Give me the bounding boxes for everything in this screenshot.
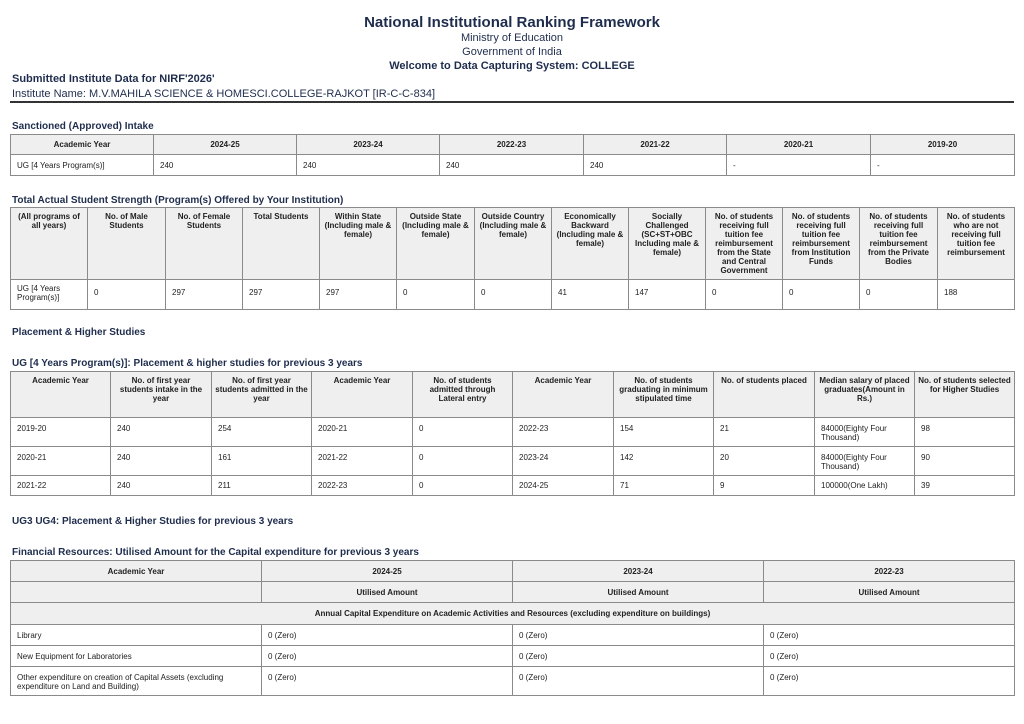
table-cell: 41 [552,280,629,310]
page-title: National Institutional Ranking Framework [364,14,660,31]
table-cell: 71 [614,476,714,496]
submitted-title: Submitted Institute Data for NIRF'2026' [12,73,215,85]
table-cell: 0 [397,280,475,310]
table-cell: 0 (Zero) [764,667,1015,696]
table-cell: 2024-25 [513,476,614,496]
placement-heading: Placement & Higher Studies [12,327,146,338]
table-cell: 2022-23 [513,418,614,447]
column-header: No. of students who are not receiving full tuition fee reimbursement [938,208,1015,280]
band-label: Annual Capital Expenditure on Academic Activities and Resources (excluding expenditure on buildings) [11,603,1015,625]
column-header: No. of students receiving full tuition fee reimbursement from the State and Central Government [706,208,783,280]
table-cell: 0 [413,418,513,447]
table-cell: 2020-21 [312,418,413,447]
table-cell: New Equipment for Laboratories [11,646,262,667]
financial-table [10,560,1015,696]
column-header: No. of students selected for Higher Studies [915,372,1015,418]
column-header: 2023-24 [513,561,764,582]
table-cell: 188 [938,280,1015,310]
table-cell: 0 [413,476,513,496]
table-row [11,646,1015,667]
table-cell: 154 [614,418,714,447]
table-cell: 100000(One Lakh) [815,476,915,496]
table-cell: 90 [915,447,1015,476]
table-cell: 161 [212,447,312,476]
table-cell: 297 [320,280,397,310]
table-row [11,447,1015,476]
column-header: 2024-25 [262,561,513,582]
table-cell: 84000(Eighty Four Thousand) [815,418,915,447]
table-band-row [11,603,1015,625]
column-header: No. of Male Students [88,208,166,280]
table-row [11,625,1015,646]
table-cell: 297 [243,280,320,310]
column-header: Academic Year [11,135,154,155]
column-header: (All programs of all years) [11,208,88,280]
column-subheader: Utilised Amount [764,582,1015,603]
column-header: No. of students receiving full tuition fee reimbursement from Institution Funds [783,208,860,280]
table-cell: 0 [475,280,552,310]
table-cell: 2021-22 [11,476,111,496]
column-header: Outside Country (Including male & female) [475,208,552,280]
ug3-ug4-heading: UG3 UG4: Placement & Higher Studies for previous 3 years [12,516,294,527]
table-cell: 0 (Zero) [262,667,513,696]
table-cell: 2022-23 [312,476,413,496]
column-subheader: Utilised Amount [262,582,513,603]
column-header: No. of students admitted through Lateral entry [413,372,513,418]
column-header: 2024-25 [154,135,297,155]
column-header: 2022-23 [764,561,1015,582]
government-label: Government of India [462,46,562,58]
table-cell: Library [11,625,262,646]
table-cell: 240 [584,155,727,176]
table-row [11,155,1015,176]
table-cell: 0 (Zero) [513,646,764,667]
table-cell: 20 [714,447,815,476]
table-cell: 0 (Zero) [764,646,1015,667]
table-cell: 21 [714,418,815,447]
table-cell: 254 [212,418,312,447]
table-cell: 0 (Zero) [262,646,513,667]
column-header: No. of students receiving full tuition fee reimbursement from the Private Bodies [860,208,938,280]
intake-section-title: Sanctioned (Approved) Intake [12,121,154,132]
column-header: No. of first year students intake in the year [111,372,212,418]
table-cell: UG [4 Years Program(s)] [11,280,88,310]
table-cell: 2020-21 [11,447,111,476]
table-cell: 0 [706,280,783,310]
placement-table [10,371,1015,496]
table-cell: 240 [111,447,212,476]
column-header: Median salary of placed graduates(Amount in Rs.) [815,372,915,418]
column-header: Socially Challenged (SC+ST+OBC Including male & female) [629,208,706,280]
table-cell: 240 [111,418,212,447]
column-header: 2022-23 [440,135,584,155]
table-cell: 0 [783,280,860,310]
table-cell: 240 [111,476,212,496]
table-cell: 0 [88,280,166,310]
intake-table [10,134,1015,176]
column-header: 2019-20 [871,135,1015,155]
table-cell: 0 [413,447,513,476]
table-cell: 39 [915,476,1015,496]
column-header: No. of Female Students [166,208,243,280]
column-header: No. of students graduating in minimum stipulated time [614,372,714,418]
column-subheader: Utilised Amount [513,582,764,603]
table-cell: 0 (Zero) [764,625,1015,646]
financial-section-title: Financial Resources: Utilised Amount for the Capital expenditure for previous 3 years [12,547,419,558]
table-header-row [11,135,1015,155]
table-row [11,476,1015,496]
column-header: Outside State (Including male & female) [397,208,475,280]
column-header: Total Students [243,208,320,280]
table-cell: 2019-20 [11,418,111,447]
table-subheader-row [11,582,1015,603]
table-cell: 142 [614,447,714,476]
strength-section-title: Total Actual Student Strength (Program(s) Offered by Your Institution) [12,195,344,206]
header-divider [10,101,1014,103]
table-cell: 240 [154,155,297,176]
column-header: Economically Backward (Including male & female) [552,208,629,280]
table-cell: 211 [212,476,312,496]
column-header: 2023-24 [297,135,440,155]
table-cell: - [871,155,1015,176]
column-header: 2020-21 [727,135,871,155]
table-cell: 2021-22 [312,447,413,476]
column-header: 2021-22 [584,135,727,155]
table-cell: 0 (Zero) [262,625,513,646]
column-header: Within State (Including male & female) [320,208,397,280]
table-row [11,418,1015,447]
ministry-label: Ministry of Education [460,32,564,44]
column-header: Academic Year [513,372,614,418]
table-cell: 240 [297,155,440,176]
table-cell: 240 [440,155,584,176]
placement-section-title: UG [4 Years Program(s)]: Placement & higher studies for previous 3 years [12,358,363,369]
institute-name: Institute Name: M.V.MAHILA SCIENCE & HOMESCI.COLLEGE-RAJKOT [IR-C-C-834] [12,88,436,100]
table-cell: 2023-24 [513,447,614,476]
table-cell: 147 [629,280,706,310]
table-header-row [11,372,1015,418]
table-cell: 9 [714,476,815,496]
table-row [11,280,1015,310]
table-cell: 0 [860,280,938,310]
column-subheader [11,582,262,603]
welcome-label: Welcome to Data Capturing System: COLLEGE [389,60,635,72]
table-cell: - [727,155,871,176]
table-header-row [11,561,1015,582]
column-header: Academic Year [11,372,111,418]
table-cell: 0 (Zero) [513,667,764,696]
strength-table [10,207,1015,310]
table-cell: 98 [915,418,1015,447]
table-cell: 84000(Eighty Four Thousand) [815,447,915,476]
table-row [11,667,1015,696]
column-header: Academic Year [11,561,262,582]
table-cell: 0 (Zero) [513,625,764,646]
table-header-row [11,208,1015,280]
table-cell: UG [4 Years Program(s)] [11,155,154,176]
column-header: No. of first year students admitted in the year [212,372,312,418]
table-cell: Other expenditure on creation of Capital Assets (excluding expenditure on Land and Building) [11,667,262,696]
column-header: Academic Year [312,372,413,418]
column-header: No. of students placed [714,372,815,418]
table-cell: 297 [166,280,243,310]
